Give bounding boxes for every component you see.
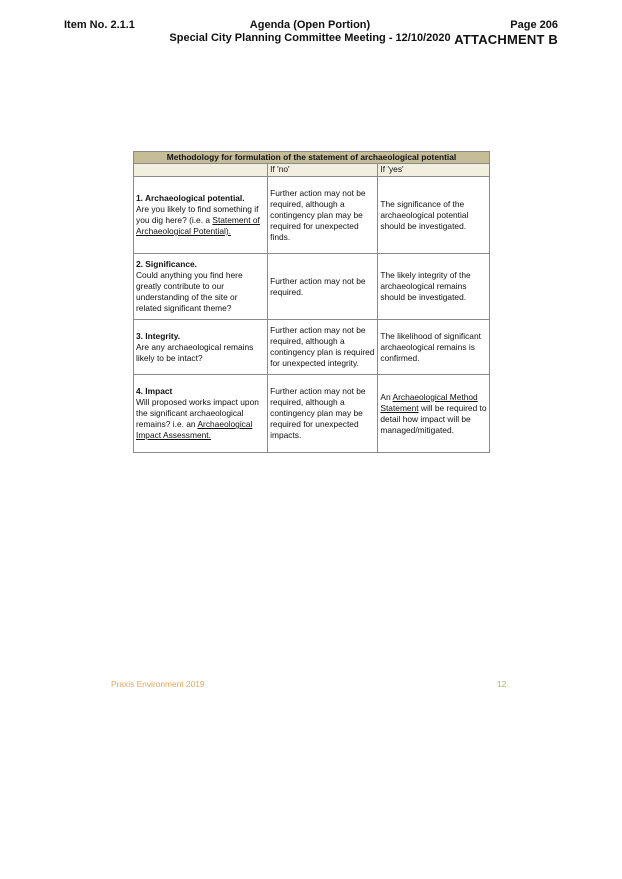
table-header-row bbox=[134, 164, 490, 177]
question-text: Are you likely to find something if you dig here? (i.e. a bbox=[136, 204, 259, 225]
row-heading: 1. Archaeological potential. bbox=[136, 193, 245, 203]
yes-text: An bbox=[380, 391, 393, 402]
header-if-yes: If 'yes' bbox=[378, 164, 490, 177]
if-no-cell: Further action may not be required. bbox=[268, 254, 378, 320]
question-text: Are any archaeological remains likely to be intact? bbox=[136, 341, 254, 363]
yes-link[interactable]: Archaeological Method Statement bbox=[380, 391, 478, 413]
methodology-table bbox=[133, 151, 490, 453]
footer-page-number: 12 bbox=[497, 679, 507, 689]
agenda-header bbox=[150, 19, 470, 45]
page-number: Page 206 bbox=[510, 19, 558, 31]
question-cell bbox=[134, 177, 268, 254]
question-link[interactable]: Statement of Archaeological Potential). bbox=[136, 215, 260, 236]
question-link[interactable]: Archaeological Impact Assessment. bbox=[136, 419, 253, 440]
table-title: Methodology for formulation of the statement of archaeological potential bbox=[134, 152, 490, 164]
item-number: Item No. 2.1.1 bbox=[64, 19, 135, 31]
question-cell bbox=[134, 254, 268, 320]
table-row bbox=[134, 177, 490, 254]
question-text: Could anything you find here greatly contribute to our understanding of the site or related significant theme? bbox=[136, 270, 243, 313]
if-yes-cell: The likely integrity of the archaeological remains should be investigated. bbox=[378, 254, 490, 320]
header-if-no: If 'no' bbox=[268, 164, 378, 177]
table-row bbox=[134, 320, 490, 375]
attachment-label: ATTACHMENT B bbox=[454, 32, 558, 47]
question-text: Will proposed works impact upon the significant archaeological remains? i.e. an bbox=[136, 397, 259, 429]
if-yes-cell: The likelihood of significant archaeological remains is confirmed. bbox=[378, 320, 490, 375]
yes-text-end: will be required to detail how impact will be managed/mitigated. bbox=[380, 402, 487, 435]
meeting-title: Special City Planning Committee Meeting - 12/10/2020 bbox=[169, 32, 451, 44]
agenda-title: Agenda (Open Portion) bbox=[249, 19, 371, 31]
if-no-cell: Further action may not be required, although a contingency plan may be required for unexpected finds. bbox=[268, 177, 378, 254]
if-no-cell: Further action may not be required, although a contingency plan is required for unexpected integrity. bbox=[268, 320, 378, 375]
table-row bbox=[134, 254, 490, 320]
if-yes-cell bbox=[378, 375, 490, 453]
row-heading: 2. Significance. bbox=[136, 259, 197, 269]
table-row bbox=[134, 375, 490, 453]
footer-source: Praxis Environment 2019 bbox=[111, 679, 205, 689]
question-cell bbox=[134, 375, 268, 453]
page-info bbox=[454, 19, 558, 47]
header-blank bbox=[134, 164, 268, 177]
question-cell bbox=[134, 320, 268, 375]
if-no-cell: Further action may not be required, although a contingency plan may be required for unexpected impacts. bbox=[268, 375, 378, 453]
row-heading: 3. Integrity. bbox=[136, 330, 181, 341]
row-heading: 4. Impact bbox=[136, 386, 173, 396]
if-yes-cell: The significance of the archaeological potential should be investigated. bbox=[378, 177, 490, 254]
